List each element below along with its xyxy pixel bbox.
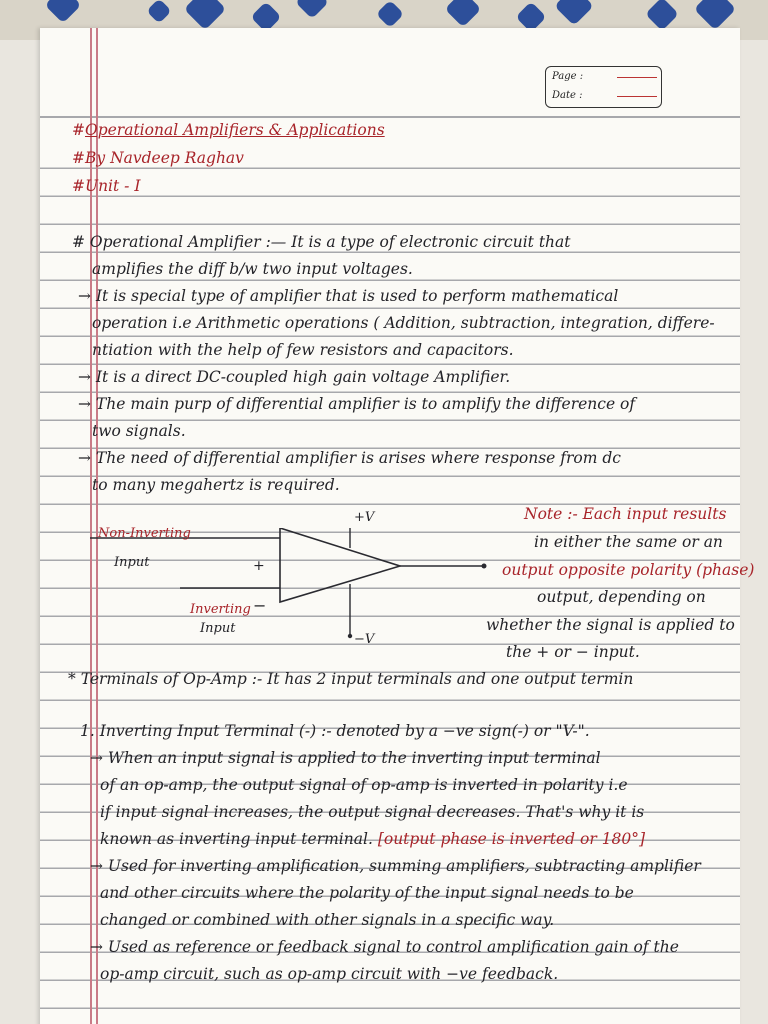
note-line-2: in either the same or an: [534, 533, 723, 551]
point-1-line-1: → It is special type of amplifier that is used to perform mathematical: [78, 287, 619, 305]
definition-line-2: amplifies the diff b/w two input voltages.: [92, 260, 413, 278]
op-amp-diagram: [80, 528, 500, 668]
inverting-line-9: op-amp circuit, such as op-amp circuit with −ve feedback.: [100, 965, 559, 983]
point-4-line-2: to many megahertz is required.: [92, 476, 340, 494]
non-inverting-label-1: Non-Inverting: [98, 526, 191, 541]
terminals-line: * Terminals of Op-Amp :- It has 2 input terminals and one output termin: [68, 670, 634, 688]
inverting-line-6: and other circuits where the polarity of the input signal needs to be: [100, 884, 634, 902]
inverting-line-2: of an op-amp, the output signal of op-amp is inverted in polarity i.e: [100, 776, 628, 794]
inverting-label-1: Inverting: [190, 602, 251, 617]
op-amp-triangle: [280, 528, 400, 602]
positive-supply-label: +V: [354, 510, 375, 525]
note-line-1: Note :- Each input results: [524, 505, 727, 523]
page-date-box: [545, 66, 662, 108]
note-line-3: output opposite polarity (phase): [502, 561, 755, 579]
inverting-line-4: known as inverting input terminal. [output phase is inverted or 180°]: [100, 830, 646, 848]
negative-supply-label: −V: [354, 632, 375, 647]
inverting-label-2: Input: [200, 621, 236, 636]
header-rule: [40, 116, 740, 118]
point-2-line: → It is a direct DC-coupled high gain voltage Amplifier.: [78, 368, 511, 386]
title-line-1: #Operational Amplifiers & Applications: [72, 121, 385, 139]
title-line-2: #By Navdeep Raghav: [72, 149, 244, 167]
inverting-line-3: if input signal increases, the output signal decreases. That's why it is: [100, 803, 645, 821]
inverting-line-5: → Used for inverting amplification, summing amplifiers, subtracting amplifier: [90, 857, 701, 875]
page-arrow: [617, 77, 657, 78]
title-line-3: #Unit - I: [72, 177, 141, 195]
definition-line-1: # Operational Amplifier :— It is a type of electronic circuit that: [72, 233, 571, 251]
notebook-page: [40, 28, 755, 1024]
plus-sign-label: +: [253, 558, 265, 574]
output-terminal-dot: [482, 564, 487, 569]
non-inverting-label-2: Input: [114, 555, 150, 570]
minus-sign-label: −: [253, 596, 267, 615]
point-1-line-2: operation i.e Arithmetic operations ( Addition, subtraction, integration, differe-: [92, 314, 715, 332]
point-4-line-1: → The need of differential amplifier is arises where response from dc: [78, 449, 621, 467]
inverting-line-8: → Used as reference or feedback signal to control amplification gain of the: [90, 938, 679, 956]
point-3-line-2: two signals.: [92, 422, 186, 440]
page-label: Page :: [552, 71, 584, 82]
date-label: Date :: [552, 90, 583, 101]
inverting-heading-line: 1. Inverting Input Terminal (-) :- denoted by a −ve sign(-) or "V-".: [80, 722, 590, 740]
note-line-5: whether the signal is applied to: [486, 616, 735, 634]
point-3-line-1: → The main purp of differential amplifier is to amplify the difference of: [78, 395, 636, 413]
note-line-4: output, depending on: [537, 588, 706, 606]
inverting-line-7: changed or combined with other signals in a specific way.: [100, 911, 555, 929]
point-1-line-3: ntiation with the help of few resistors and capacitors.: [92, 341, 514, 359]
note-line-6: the + or − input.: [506, 643, 640, 661]
inverting-line-1: → When an input signal is applied to the inverting input terminal: [90, 749, 601, 767]
negative-supply-dot: [348, 634, 352, 638]
date-arrow: [617, 96, 657, 97]
